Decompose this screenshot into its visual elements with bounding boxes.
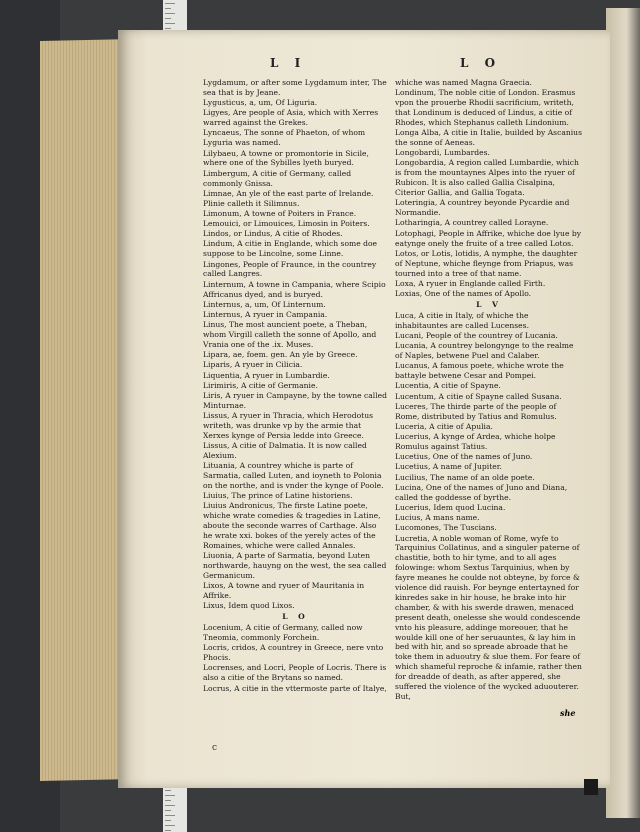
dictionary-entry: Liquentia, A ryuer in Lumbardie. [203,370,330,380]
dictionary-entry: Lygusticus, a, um, Of Liguria. [203,98,318,108]
dictionary-entry: Lyncaeus, The sonne of Phaeton, of whom Lyguria was named. [203,128,366,148]
ruler-tick [165,795,175,796]
dictionary-entry: Lirimiris, A citie of Germanie. [203,380,318,390]
dictionary-entry: Lotophagi, People in Affrike, whiche doe lyue by eatynge onely the fruite of a tree called Lotos. [395,228,582,248]
dictionary-entry: Locris, cridos, A countrey in Greece, nere vnto Phocis. [203,643,384,663]
dictionary-entry: Lucerius, Idem quod Lucina. [395,502,506,512]
dictionary-entry: Luceria, A citie of Apulia. [395,421,493,431]
facing-page-edge [606,8,640,818]
dictionary-entry: Lucani, People of the countrey of Lucania. [395,330,558,340]
catchword: she [560,708,576,718]
dictionary-entry: Lucanus, A famous poete, whiche wrote the battayle betwene Cesar and Pompei. [395,361,564,381]
dictionary-entry: Lucetius, A name of Jupiter. [395,462,502,472]
dictionary-entry: Loteringia, A countrey beyonde Pycardie and Normandie. [395,198,570,218]
running-head-right: L O [460,56,502,70]
dictionary-entry: Lucentum, A citie of Spayne called Susana. [395,391,562,401]
dictionary-entry: Longobardi, Lumbardes. [395,148,490,158]
dictionary-entry: Lucretia, A noble woman of Rome, wyfe to Tarquinius Collatinus, and a singuler paterne of chastitie, both to hir tyme, and to all ages folowinge: whom Sextus Tarquinius, when by fayre meanes he coulde not obteyne, by force & violence did rauish. For beynge entertayned for kinredes sake in hir house, he brake into hir chamber, & with his swerde drawen, menaced present death, onelesse she would condescende vnto his pleasure, addinge moreouer, that he woulde kill one of her seruauntes, & lay him in bed with hir, and so spreade abroade that he toke them in aduoutry & slue them. For feare of which shameful reproche & infamie, rather then for dreadde of death, as after appered, she suffered the violence of the wycked aduouterer. But, [395,533,582,701]
dictionary-entry: Lucilius, The name of an olde poete. [395,472,535,482]
dictionary-entry: Linternum, A towne in Campania, where Scipio Affricanus dyed, and is buryed. [203,279,386,299]
dictionary-entry: Liuius Andronicus, The firste Latine poete, whiche wrate comedies & tragedies in Latine, aboute the seconde warres of Carthage. Also he wrate xxi. bokes of the yerely actes of the Romaines, whiche were called Annales. [203,501,381,551]
dictionary-entry: Lucania, A countrey belongynge to the realme of Naples, betwene Puel and Calaber. [395,341,574,361]
dictionary-entry: Linternus, a, um, Of Linternum. [203,299,326,309]
dictionary-entry: Linus, The most auncient poete, a Theban, whom Virgill calleth the sonne of Apollo, and Vrania one of the .ix. Muses. [203,320,377,350]
dictionary-entry: Lissus, A ryuer in Thracia, which Herodotus writeth, was drunke vp by the armie that Xerxes kynge of Persia ledde into Greece. [203,411,373,440]
dictionary-entry: Lucina, One of the names of Juno and Diana, called the goddesse of byrthe. [395,482,568,502]
ruler-tick [165,23,175,24]
dictionary-entry: Lemouici, or Limouices, Limosin in Poiters. [203,219,370,229]
dictionary-entry: Limbergum, A citie of Germany, called commonly Gnissa. [203,168,352,188]
dictionary-entry: Lilybaeu, A towne or promontorie in Sicile, where one of the Sybilles lyeth buryed. [203,148,369,168]
dictionary-entry: Locenium, A citie of Germany, called now Tneomia, commonly Forchein. [203,623,363,643]
dictionary-entry: Lotos, or Lotis, lotidis, A nymphe, the daughter of Neptune, whiche fleynge from Priapus, was tourned into a tree of that name. [395,248,578,278]
book-page-edges [40,39,130,781]
dictionary-entry: Linternus, A ryuer in Campania. [203,310,328,319]
dictionary-entry: Lucius, A mans name. [395,513,480,523]
dictionary-entry: Londinum, The noble citie of London. Erasmus vpon the prouerbe Rhodii sacrificium, writeth, that Londinum is deduced of Lindus, a citie of Rhodes, which Stephanus calleth Lindonium. [395,88,576,127]
dictionary-entry: Limnae, An yle of the east parte of Irelande. Plinie calleth it Silimnus. [203,188,374,208]
ruler-tick [165,3,175,4]
ruler-tick [165,820,171,821]
dictionary-entry: Lituania, A countrey whiche is parte of Sarmatia, called Luten, and ioyneth to Polonia on the northe, and is vnder the kynge of Poole. [203,461,384,491]
ruler-tick [165,805,175,806]
ruler-tick [165,830,171,831]
dictionary-entry: Lindos, or Lindus, A citie of Rhodes. [203,229,343,239]
dictionary-entry: Lindum, A citie in Englande, which some doe suppose to be Lincolne, some Linne. [203,239,378,259]
dictionary-entry: Liuonia, A parte of Sarmatia, beyond Luten northwarde, hauyng on the west, the sea called Germanicum. [203,551,387,581]
ruler-tick [165,13,175,14]
dictionary-entry: Lucomones, The Tuscians. [395,523,497,533]
dictionary-entry: Locrenses, and Locri, People of Locris. There is also a citie of the Brytans so named. [203,663,387,683]
dictionary-entry: Loxias, One of the names of Apollo. [395,289,532,298]
measuring-ruler-bottom [163,782,187,832]
dictionary-entry: whiche was named Magna Graecia. [395,78,532,87]
dictionary-entry: Lixos, A towne and ryuer of Mauritania in Affrike. [203,581,365,601]
dictionary-entry: Lucerius, A kynge of Ardea, whiche holpe Romulus against Tatius. [395,432,556,451]
ruler-tick [165,800,171,801]
dictionary-column-left [203,78,388,694]
dictionary-entry: Lotharingia, A countrey called Lorayne. [395,218,549,228]
section-letter-heading: L O [282,612,309,622]
dictionary-entry: Liuius, The prince of Latine historiens. [203,491,353,501]
page-clip [584,779,598,795]
signature-mark: c [212,743,218,753]
dictionary-entry: Lucetius, One of the names of Juno. [395,452,533,462]
ruler-tick [165,8,171,9]
dictionary-entry: Lucentia, A citie of Spayne. [395,381,501,391]
dictionary-entry: Longobardia, A region called Lumbardie, which is from the mountaynes Alpes into the ryuer of Rubicon. It is also called Gallia Cisalpina, Citerior Gallia, and Gallia Togata. [395,158,579,198]
section-letter-heading: L V [476,299,502,309]
ruler-tick [165,28,171,29]
dictionary-entry: Locrus, A citie in the vttermoste parte of Italye, [203,683,387,693]
ruler-tick [165,825,175,826]
running-head-left: L I [270,56,307,70]
dictionary-entry: Ligyes, Are people of Asia, which with Xerres warred against the Grekes. [203,108,379,128]
dictionary-entry: Lipara, ae, foem. gen. An yle by Greece. [203,350,358,360]
dictionary-entry: Luceres, The thirde parte of the people of Rome, distributed by Tatius and Romulus. [395,401,557,421]
dictionary-entry: Limonum, A towne of Poiters in France. [203,208,357,218]
dictionary-entry: Loxa, A ryuer in Englande called Firth. [395,278,546,288]
dictionary-entry: Lygdamum, or after some Lygdamum inter, The sea that is by Jeane. [203,78,387,97]
dictionary-entry: Lixus, Idem quod Lixos. [203,601,295,611]
dictionary-entry: Luca, A citie in Italy, of whiche the inhabitauntes are called Lucenses. [395,310,529,330]
ruler-tick [165,18,171,19]
dictionary-entry: Lissus, A citie of Dalmatia. It is now called Alexium. [203,441,367,461]
ruler-tick [165,815,175,816]
dictionary-entry: Lingones, People of Fraunce, in the countrey called Langres. [203,259,377,279]
dictionary-entry: Longa Alba, A citie in Italie, builded by Ascanius the sonne of Aeneas. [395,128,582,148]
ruler-tick [165,810,171,811]
dictionary-entry: Liparis, A ryuer in Cilicia. [203,360,303,370]
dictionary-column-right [395,78,583,702]
ruler-tick [165,790,171,791]
dictionary-entry: Liris, A ryuer in Campayne, by the towne called Minturnae. [203,391,387,410]
